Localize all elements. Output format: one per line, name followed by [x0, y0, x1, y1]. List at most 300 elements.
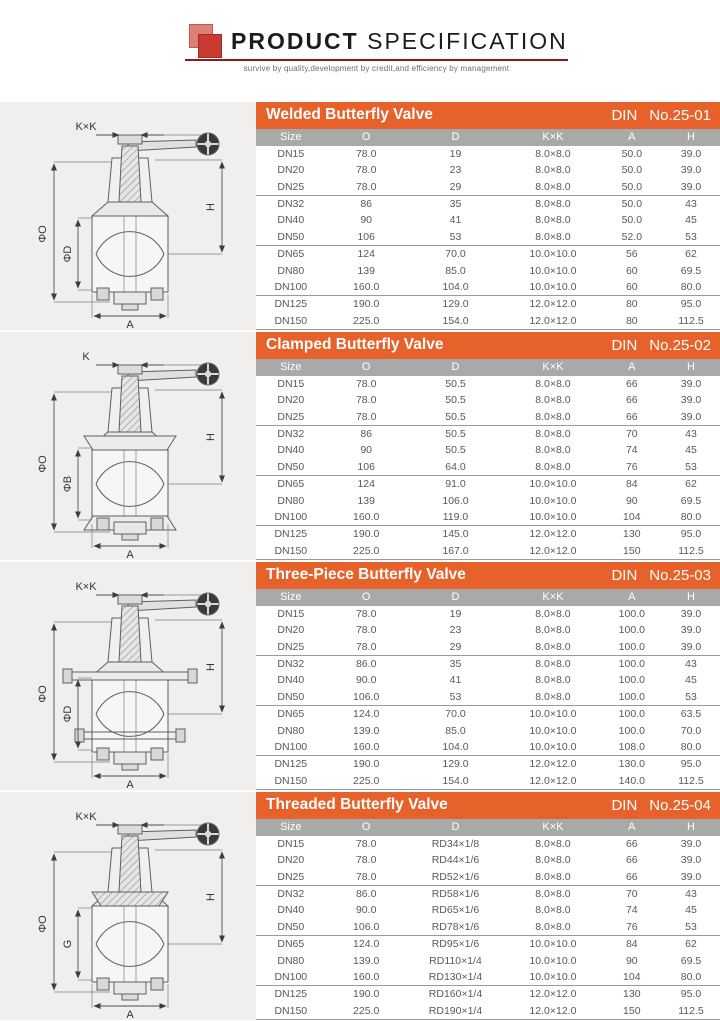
value-cell: 90	[625, 494, 638, 507]
value-cell: 225.0	[326, 543, 407, 560]
value-cell: RD110×1/4	[429, 954, 482, 967]
value-cell: 106.0	[353, 920, 380, 933]
value-cell: 112.5	[662, 543, 720, 560]
value-cell: 154.0	[407, 313, 504, 330]
column-header-row	[256, 589, 720, 606]
spec-sections	[0, 102, 720, 1020]
value-cell: 86.0	[326, 885, 407, 902]
section-title-bar	[256, 102, 720, 129]
value-cell: 8.0×8.0	[535, 180, 571, 193]
size-cell: DN25	[277, 180, 305, 193]
value-cell: 43	[662, 655, 720, 672]
column-header: K×K	[504, 359, 601, 376]
column-header: K×K	[504, 589, 601, 606]
value-cell: 10.0×10.0	[529, 724, 577, 737]
size-cell: DN80	[277, 954, 305, 967]
size-cell: DN40	[277, 444, 305, 457]
size-cell: DN65	[256, 706, 326, 723]
value-cell: RD34×1/8	[431, 837, 480, 850]
value-cell: 190.0	[326, 296, 407, 313]
table-row	[256, 296, 720, 313]
value-cell: 190.0	[326, 986, 407, 1003]
value-cell: 8.0×8.0	[535, 147, 571, 160]
value-cell: 50.5	[445, 444, 466, 457]
value-cell: 50.5	[445, 394, 466, 407]
value-cell: 39.0	[680, 377, 702, 390]
value-cell: 43	[662, 195, 720, 212]
value-cell: 78.0	[355, 640, 377, 653]
value-cell: RD78×1/6	[431, 920, 480, 933]
size-cell: DN150	[256, 313, 326, 330]
value-cell: 91.0	[407, 476, 504, 493]
value-cell: 8.0×8.0	[535, 690, 571, 703]
column-header: A	[602, 359, 662, 376]
page-title-light: SPECIFICATION	[367, 28, 568, 54]
size-cell: DN25	[277, 870, 305, 883]
value-cell: 74	[625, 904, 638, 917]
column-header: H	[662, 359, 720, 376]
value-cell: 8.0×8.0	[535, 607, 571, 620]
value-cell: 8.0×8.0	[504, 425, 601, 442]
three-piece-valve-drawing	[0, 562, 256, 790]
value-cell: 53	[685, 690, 697, 703]
column-header: Size	[256, 359, 326, 376]
table-row	[256, 408, 720, 425]
value-cell: 80	[602, 296, 662, 313]
value-cell: 90	[625, 954, 638, 967]
value-cell: 70	[602, 425, 662, 442]
din-label: DIN	[611, 106, 638, 124]
value-cell: 8.0×8.0	[535, 854, 571, 867]
value-cell: 78.0	[355, 410, 377, 423]
table-row	[256, 706, 720, 723]
value-cell: 19	[449, 147, 462, 160]
section-title: Clamped Butterfly Valve	[266, 336, 444, 354]
value-cell: 69.5	[680, 954, 702, 967]
value-cell: 154.0	[407, 773, 504, 790]
value-cell: 150	[602, 1003, 662, 1020]
value-cell: 130	[602, 526, 662, 543]
value-cell: 12.0×12.0	[504, 526, 601, 543]
size-cell: DN50	[277, 690, 305, 703]
table-row	[256, 986, 720, 1003]
value-cell: 190.0	[326, 526, 407, 543]
size-cell: DN80	[277, 724, 305, 737]
value-cell: 139	[357, 264, 375, 277]
value-cell: 129.0	[407, 756, 504, 773]
value-cell: 78.0	[355, 607, 377, 620]
table-row	[256, 655, 720, 672]
value-cell: 80.0	[680, 511, 702, 524]
clamped-valve-drawing	[0, 332, 256, 560]
value-cell: 10.0×10.0	[529, 281, 577, 294]
table-row	[256, 638, 720, 655]
din-number: No.25-01	[649, 106, 711, 124]
din-label: DIN	[611, 796, 638, 814]
svg-text:ΦO: ΦO	[37, 455, 49, 473]
value-cell: 12.0×12.0	[504, 756, 601, 773]
value-cell: 66	[625, 394, 638, 407]
svg-text:K×K: K×K	[75, 581, 97, 593]
value-cell: 8.0×8.0	[504, 655, 601, 672]
section-title-bar	[256, 562, 720, 589]
svg-text:H: H	[205, 663, 217, 671]
value-cell: 85.0	[445, 264, 466, 277]
svg-text:H: H	[205, 433, 217, 441]
column-header-row	[256, 129, 720, 146]
size-cell: DN40	[277, 904, 305, 917]
value-cell: 140.0	[602, 773, 662, 790]
value-cell: 78.0	[355, 180, 377, 193]
column-header: Size	[256, 589, 326, 606]
value-cell: 66	[625, 837, 638, 850]
valve-section-threaded	[0, 792, 720, 1020]
table-row	[256, 756, 720, 773]
value-cell: 90	[360, 444, 373, 457]
svg-text:ΦD: ΦD	[62, 245, 74, 263]
value-cell: 10.0×10.0	[529, 954, 577, 967]
value-cell: 50.0	[621, 180, 643, 193]
svg-text:ΦO: ΦO	[37, 915, 49, 933]
table-row	[256, 313, 720, 330]
size-cell: DN150	[256, 773, 326, 790]
spec-table	[256, 589, 720, 790]
value-cell: 39.0	[680, 180, 702, 193]
din-number: No.25-03	[649, 566, 711, 584]
value-cell: 160.0	[353, 281, 380, 294]
value-cell: 60	[625, 264, 638, 277]
table-row	[256, 919, 720, 936]
value-cell: 100.0	[618, 624, 645, 637]
size-cell: DN50	[277, 920, 305, 933]
column-header: D	[407, 819, 504, 836]
value-cell: 104.0	[442, 741, 469, 754]
value-cell: 10.0×10.0	[504, 706, 601, 723]
table-row	[256, 952, 720, 968]
value-cell: 8.0×8.0	[535, 640, 571, 653]
size-cell: DN20	[277, 164, 305, 177]
table-row	[256, 722, 720, 738]
column-header-row	[256, 359, 720, 376]
value-cell: 62	[662, 476, 720, 493]
table-row	[256, 773, 720, 790]
size-cell: DN20	[277, 624, 305, 637]
value-cell: 80.0	[680, 281, 702, 294]
value-cell: RD65×1/6	[431, 904, 480, 917]
value-cell: 95.0	[662, 296, 720, 313]
size-cell: DN80	[277, 494, 305, 507]
value-cell: RD130×1/4	[428, 971, 483, 984]
svg-text:H: H	[205, 893, 217, 901]
size-cell: DN100	[274, 511, 308, 524]
size-cell: DN32	[256, 655, 326, 672]
value-cell: 10.0×10.0	[529, 971, 577, 984]
tagline: survive by quality,development by credit,and efficiency by management	[243, 64, 510, 73]
svg-text:A: A	[126, 779, 134, 790]
section-din-badge	[611, 337, 711, 354]
value-cell: 50.0	[621, 214, 643, 227]
value-cell: 50.5	[445, 377, 466, 390]
column-header: H	[662, 819, 720, 836]
value-cell: 8.0×8.0	[504, 885, 601, 902]
table-row	[256, 969, 720, 986]
value-cell: 112.5	[662, 773, 720, 790]
table-row	[256, 868, 720, 885]
valve-section-three-piece	[0, 562, 720, 790]
section-din-badge	[611, 797, 711, 814]
size-cell: DN125	[256, 756, 326, 773]
value-cell: 106.0	[353, 690, 380, 703]
value-cell: 52.0	[621, 230, 643, 243]
value-cell: 70.0	[680, 724, 702, 737]
value-cell: RD160×1/4	[407, 986, 504, 1003]
spec-table	[256, 819, 720, 1020]
value-cell: 124.0	[326, 706, 407, 723]
brand	[185, 24, 568, 73]
value-cell: 23	[449, 624, 462, 637]
table-row	[256, 936, 720, 953]
size-cell: DN65	[256, 936, 326, 953]
size-cell: DN150	[256, 543, 326, 560]
section-title-bar	[256, 332, 720, 359]
value-cell: 50.0	[602, 195, 662, 212]
value-cell: 10.0×10.0	[529, 264, 577, 277]
value-cell: 8.0×8.0	[535, 904, 571, 917]
table-row	[256, 885, 720, 902]
svg-text:A: A	[126, 1009, 134, 1020]
column-header: H	[662, 589, 720, 606]
value-cell: 12.0×12.0	[504, 986, 601, 1003]
value-cell: 95.0	[662, 756, 720, 773]
din-label: DIN	[611, 336, 638, 354]
value-cell: 8.0×8.0	[535, 214, 571, 227]
value-cell: 112.5	[662, 313, 720, 330]
value-cell: 139.0	[353, 954, 380, 967]
column-header: O	[326, 129, 407, 146]
value-cell: 56	[602, 246, 662, 263]
value-cell: 8.0×8.0	[535, 410, 571, 423]
table-row	[256, 902, 720, 918]
table-row	[256, 262, 720, 278]
value-cell: 63.5	[662, 706, 720, 723]
value-cell: 124	[326, 476, 407, 493]
value-cell: RD95×1/6	[407, 936, 504, 953]
table-row	[256, 146, 720, 162]
value-cell: 8.0×8.0	[535, 837, 571, 850]
value-cell: 8.0×8.0	[535, 230, 571, 243]
value-cell: 66	[625, 870, 638, 883]
value-cell: 66	[625, 377, 638, 390]
svg-text:ΦB: ΦB	[62, 475, 74, 493]
size-cell: DN15	[277, 607, 305, 620]
value-cell: 76	[625, 920, 638, 933]
value-cell: 104.0	[442, 281, 469, 294]
table-row	[256, 492, 720, 508]
size-cell: DN40	[277, 214, 305, 227]
table-row	[256, 526, 720, 543]
value-cell: 70	[602, 885, 662, 902]
value-cell: 39.0	[680, 164, 702, 177]
column-header: K×K	[504, 129, 601, 146]
section-title: Threaded Butterfly Valve	[266, 796, 448, 814]
value-cell: 35	[407, 195, 504, 212]
value-cell: 39.0	[680, 870, 702, 883]
value-cell: 160.0	[353, 511, 380, 524]
value-cell: 78.0	[355, 854, 377, 867]
table-row	[256, 246, 720, 263]
value-cell: 69.5	[680, 494, 702, 507]
spec-table	[256, 359, 720, 560]
value-cell: 39.0	[680, 624, 702, 637]
size-cell: DN25	[277, 640, 305, 653]
value-cell: 130	[602, 986, 662, 1003]
value-cell: 160.0	[353, 741, 380, 754]
value-cell: 130.0	[602, 756, 662, 773]
table-row	[256, 1003, 720, 1020]
table-row	[256, 376, 720, 392]
value-cell: 112.5	[662, 1003, 720, 1020]
value-cell: 150	[602, 543, 662, 560]
page-title-bold: PRODUCT	[231, 28, 359, 54]
value-cell: 10.0×10.0	[504, 476, 601, 493]
size-cell: DN40	[277, 674, 305, 687]
value-cell: 108.0	[618, 741, 645, 754]
size-cell: DN150	[256, 1003, 326, 1020]
value-cell: 8.0×8.0	[535, 460, 571, 473]
value-cell: 43	[662, 885, 720, 902]
spec-table	[256, 129, 720, 330]
value-cell: 8.0×8.0	[535, 674, 571, 687]
value-cell: 62	[662, 246, 720, 263]
value-cell: 8.0×8.0	[504, 195, 601, 212]
value-cell: 106	[357, 230, 375, 243]
svg-text:K×K: K×K	[75, 811, 97, 823]
value-cell: 43	[662, 425, 720, 442]
svg-text:A: A	[126, 319, 134, 330]
table-row	[256, 476, 720, 493]
value-cell: 53	[685, 230, 697, 243]
table-row	[256, 178, 720, 195]
table-row	[256, 622, 720, 638]
table-row	[256, 442, 720, 458]
section-title: Three-Piece Butterfly Valve	[266, 566, 466, 584]
size-cell: DN32	[256, 885, 326, 902]
value-cell: 78.0	[355, 394, 377, 407]
value-cell: 8.0×8.0	[535, 624, 571, 637]
value-cell: RD52×1/6	[431, 870, 480, 883]
page-title	[231, 24, 568, 58]
column-header-row	[256, 819, 720, 836]
value-cell: 41	[449, 674, 462, 687]
column-header: D	[407, 129, 504, 146]
brand-logo-icon	[185, 24, 225, 64]
table-row	[256, 392, 720, 408]
column-header: A	[602, 589, 662, 606]
section-title: Welded Butterfly Valve	[266, 106, 433, 124]
valve-section-welded	[0, 102, 720, 330]
table-row	[256, 689, 720, 706]
value-cell: 78.0	[355, 147, 377, 160]
size-cell: DN100	[274, 971, 308, 984]
value-cell: 12.0×12.0	[504, 296, 601, 313]
size-cell: DN15	[277, 147, 305, 160]
value-cell: RD58×1/6	[407, 885, 504, 902]
value-cell: 39.0	[680, 607, 702, 620]
value-cell: 84	[602, 476, 662, 493]
value-cell: 100.0	[602, 655, 662, 672]
size-cell: DN65	[256, 246, 326, 263]
title-underline	[185, 59, 568, 61]
value-cell: 29	[449, 180, 462, 193]
table-row	[256, 459, 720, 476]
table-row	[256, 195, 720, 212]
value-cell: 19	[449, 607, 462, 620]
valve-section-clamped	[0, 332, 720, 560]
value-cell: 45	[685, 674, 697, 687]
value-cell: 53	[449, 230, 462, 243]
column-header: K×K	[504, 819, 601, 836]
table-row	[256, 606, 720, 622]
table-row	[256, 739, 720, 756]
svg-text:K×K: K×K	[75, 121, 97, 133]
value-cell: 225.0	[326, 773, 407, 790]
table-row	[256, 212, 720, 228]
value-cell: 12.0×12.0	[504, 1003, 601, 1020]
value-cell: 50.5	[407, 425, 504, 442]
value-cell: 100.0	[618, 640, 645, 653]
value-cell: 64.0	[445, 460, 466, 473]
value-cell: 76	[625, 460, 638, 473]
value-cell: 95.0	[662, 986, 720, 1003]
din-number: No.25-02	[649, 336, 711, 354]
value-cell: 86.0	[326, 655, 407, 672]
value-cell: 8.0×8.0	[535, 377, 571, 390]
column-header: A	[602, 819, 662, 836]
value-cell: 80.0	[680, 741, 702, 754]
column-header: D	[407, 589, 504, 606]
column-header: H	[662, 129, 720, 146]
table-row	[256, 543, 720, 560]
value-cell: 29	[449, 640, 462, 653]
column-header: D	[407, 359, 504, 376]
column-header: O	[326, 819, 407, 836]
value-cell: 50.5	[445, 410, 466, 423]
value-cell: 225.0	[326, 313, 407, 330]
value-cell: 8.0×8.0	[535, 870, 571, 883]
value-cell: 86	[326, 425, 407, 442]
logo-square-front	[198, 34, 222, 58]
value-cell: 62	[662, 936, 720, 953]
value-cell: 39.0	[680, 640, 702, 653]
value-cell: 39.0	[680, 394, 702, 407]
value-cell: 104	[623, 971, 641, 984]
spec-table-panel	[256, 792, 720, 1020]
value-cell: RD44×1/6	[431, 854, 480, 867]
svg-text:ΦO: ΦO	[37, 685, 49, 703]
value-cell: 100.0	[618, 724, 645, 737]
value-cell: 84	[602, 936, 662, 953]
size-cell: DN32	[256, 195, 326, 212]
size-cell: DN15	[277, 837, 305, 850]
value-cell: 190.0	[326, 756, 407, 773]
value-cell: 53	[685, 460, 697, 473]
value-cell: 100.0	[618, 607, 645, 620]
size-cell: DN50	[277, 230, 305, 243]
table-row	[256, 162, 720, 178]
value-cell: 100.0	[618, 674, 645, 687]
value-cell: 78.0	[355, 624, 377, 637]
value-cell: 39.0	[680, 410, 702, 423]
